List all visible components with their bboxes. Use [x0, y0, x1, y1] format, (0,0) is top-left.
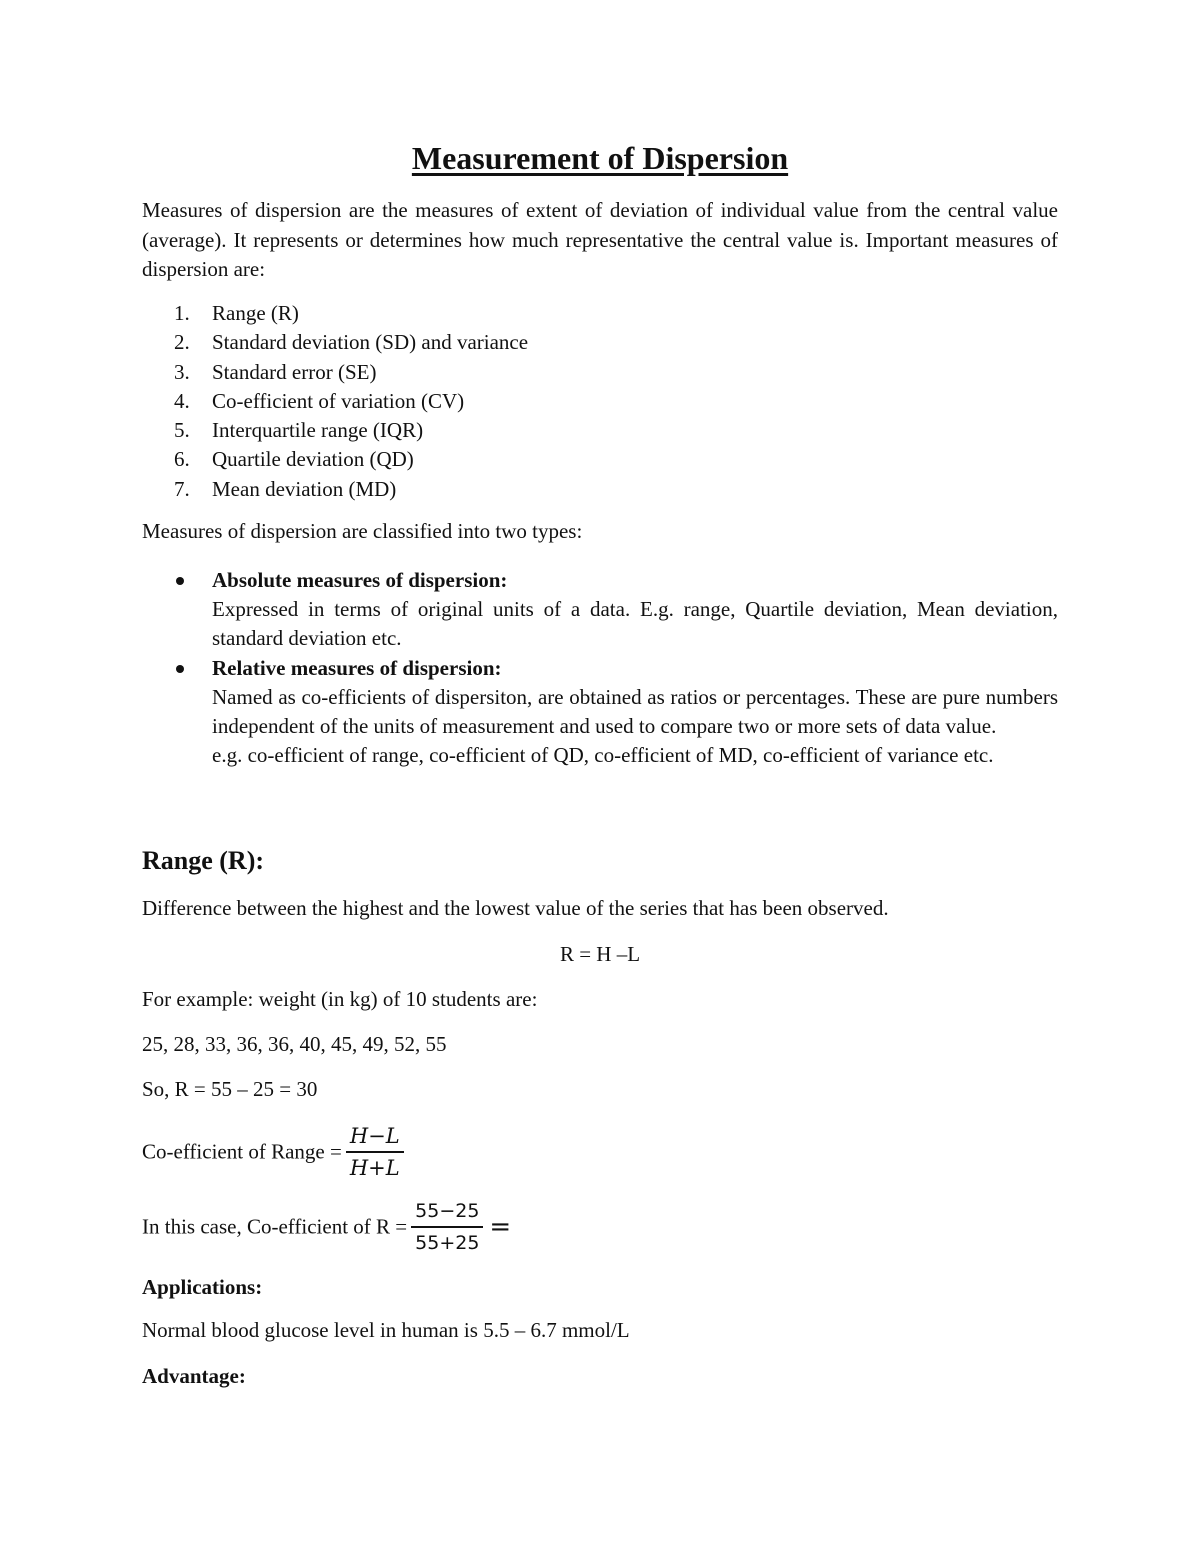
bullet-item-absolute — [142, 566, 1058, 654]
fraction-denominator: H+L — [349, 1156, 400, 1180]
list-number: 2. — [174, 330, 190, 355]
coefficient-label: Co-efficient of Range = — [142, 1139, 342, 1164]
bullet-heading: Relative measures of dispersion: — [212, 655, 502, 680]
list-number: 7. — [174, 476, 190, 501]
list-item-text: Co-efficient of variation (CV) — [212, 388, 465, 413]
bullet-item-relative — [142, 654, 1058, 771]
bullet-icon — [176, 665, 184, 673]
example-result: So, R = 55 – 25 = 30 — [142, 1077, 318, 1101]
list-number: 6. — [174, 447, 190, 472]
bullet-example: e.g. co-efficient of range, co-efficient of QD, co-efficient of MD, co-efficient of variance etc. — [212, 743, 994, 768]
advantage-heading: Advantage: — [142, 1364, 246, 1388]
types-list — [142, 566, 1058, 770]
list-number: 5. — [174, 418, 190, 443]
bullet-icon — [176, 577, 184, 585]
list-item — [142, 299, 1042, 328]
list-item — [142, 416, 1042, 445]
intro-paragraph: Measures of dispersion are the measures of extent of deviation of individual value from the central value (average). It represents or determines how much representative the central value is. Important measures of dispersion are: — [142, 198, 1058, 281]
section-heading-range: Range (R): — [142, 846, 265, 875]
types-intro: Measures of dispersion are classified into two types: — [142, 519, 583, 543]
coefficient-fraction — [346, 1121, 404, 1183]
fraction-numerator: 55−25 — [411, 1196, 483, 1228]
fraction-numerator: H−L — [346, 1121, 404, 1153]
case-label: In this case, Co-efficient of R = — [142, 1214, 408, 1239]
list-item-text: Quartile deviation (QD) — [212, 447, 414, 472]
list-item-text: Interquartile range (IQR) — [212, 418, 424, 443]
case-formula — [142, 1196, 511, 1258]
coefficient-formula — [142, 1121, 404, 1183]
list-number: 3. — [174, 359, 190, 384]
list-number: 1. — [174, 301, 190, 325]
list-item — [142, 328, 1042, 357]
list-item-text: Range (R) — [212, 301, 299, 325]
page-title: Measurement of Dispersion — [411, 140, 789, 176]
bullet-text: Expressed in terms of original units of a data. E.g. range, Quartile deviation, Mean deviation, standard deviation etc. — [212, 597, 1058, 651]
case-fraction — [411, 1196, 483, 1258]
list-number: 4. — [174, 388, 190, 413]
measures-list — [142, 299, 1042, 504]
list-item — [142, 445, 1042, 474]
range-formula: R = H –L — [559, 942, 641, 966]
list-item-text: Mean deviation (MD) — [212, 476, 397, 501]
bullet-text: Named as co-efficients of dispersiton, are obtained as ratios or percentages. These are pure numbers independent of the units of measurement and used to compare two or more sets of data value. — [212, 684, 1058, 739]
applications-heading: Applications: — [142, 1275, 263, 1299]
list-item — [142, 358, 1042, 387]
list-item-text: Standard deviation (SD) and variance — [212, 330, 529, 355]
list-item-text: Standard error (SE) — [212, 359, 377, 384]
bullet-heading: Absolute measures of dispersion: — [212, 568, 508, 592]
list-item — [142, 387, 1042, 416]
fraction-denominator: 55+25 — [415, 1232, 480, 1254]
applications-text: Normal blood glucose level in human is 5.5 – 6.7 mmol/L — [142, 1318, 630, 1342]
example-values: 25, 28, 33, 36, 36, 40, 45, 49, 52, 55 — [142, 1032, 447, 1056]
example-intro: For example: weight (in kg) of 10 students are: — [142, 987, 538, 1011]
equals-sign: = — [489, 1212, 512, 1242]
list-item — [142, 475, 1042, 504]
range-definition: Difference between the highest and the lowest value of the series that has been observed. — [142, 896, 889, 920]
